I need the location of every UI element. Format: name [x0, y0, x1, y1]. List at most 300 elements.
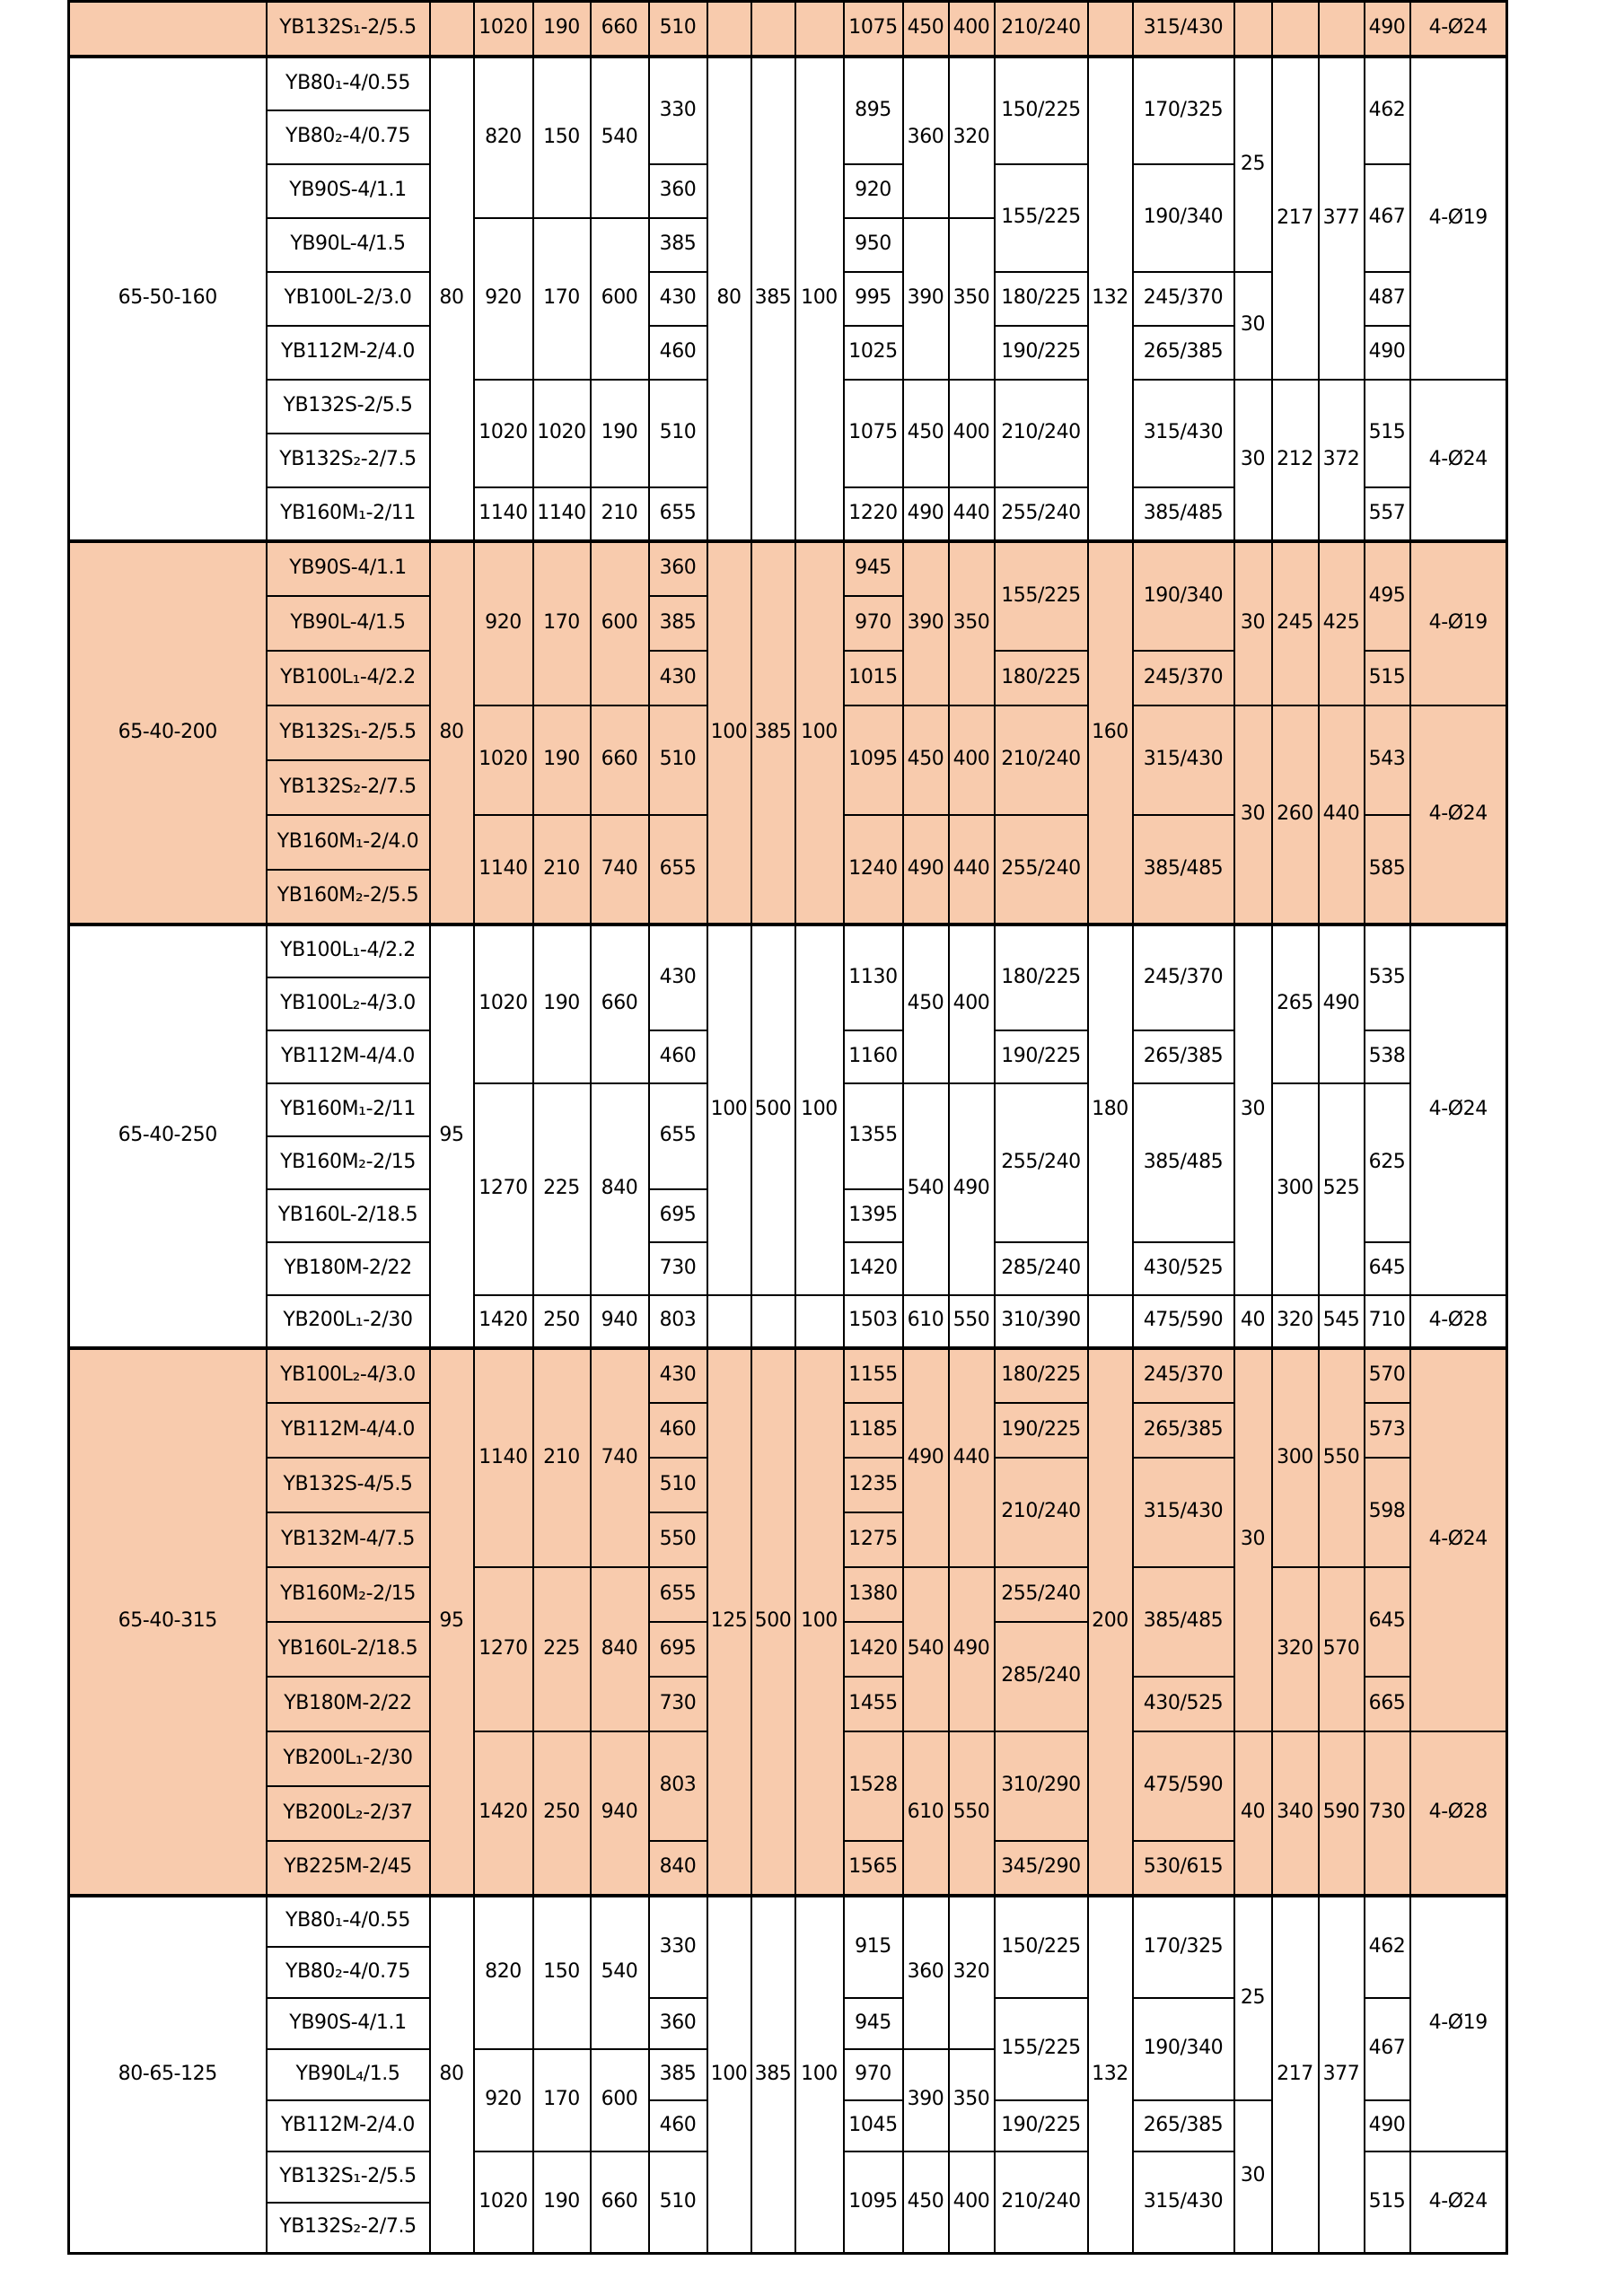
pump-model-cell: 65-40-315: [69, 1348, 267, 1896]
dim-c-cell: 660: [591, 2151, 649, 2254]
dim-d-cell: 510: [649, 2151, 707, 2254]
dim-m-cell: 385/485: [1133, 487, 1234, 541]
dim-a-cell: 920: [474, 2049, 533, 2151]
dim-a-cell: 820: [474, 1896, 533, 2049]
dim-k-cell: 310/390: [995, 1295, 1088, 1348]
dim-h-cell: 1130: [844, 925, 903, 1030]
dim-m-cell: 315/430: [1133, 1458, 1234, 1567]
dim-n-cell: 25: [1234, 57, 1272, 272]
dim-g-cell: 100: [795, 1348, 844, 1896]
motor-model-cell: YB90L-4/1.5: [267, 596, 430, 651]
dim-d-cell: 655: [649, 1567, 707, 1622]
dim-d-cell: 460: [649, 1030, 707, 1083]
motor-model-cell: YB180M-2/22: [267, 1677, 430, 1731]
dim-b-cell: 250: [533, 1295, 591, 1348]
dim-r-cell: 4-Ø24: [1410, 380, 1507, 541]
dim-d-cell: 460: [649, 2100, 707, 2151]
dim-n-cell: 40: [1234, 1731, 1272, 1896]
dim-a-cell: 1270: [474, 1083, 533, 1295]
dim-k-cell: 180/225: [995, 651, 1088, 705]
dim-h-cell: 1565: [844, 1841, 903, 1896]
dim-p-cell: 490: [1319, 925, 1365, 1083]
dim-o-cell: 217: [1272, 1896, 1319, 2254]
table-body: [69, 2, 1507, 2254]
motor-model-cell: YB112M-4/4.0: [267, 1030, 430, 1083]
table-row: [69, 1295, 1507, 1348]
dim-l-cell: [1088, 2, 1133, 57]
dim-k-cell: 255/240: [995, 1567, 1088, 1622]
dim-h-cell: 1015: [844, 651, 903, 705]
dim-q-cell: 467: [1365, 164, 1410, 272]
dim-p-cell: 440: [1319, 705, 1365, 925]
dim-j-cell: 320: [949, 1896, 995, 2049]
table-row: [69, 925, 1507, 977]
dim-h-cell: 1275: [844, 1512, 903, 1567]
dim-j-cell: 400: [949, 925, 995, 1083]
motor-model-cell: YB90S-4/1.1: [267, 164, 430, 218]
dim-d-cell: 695: [649, 1189, 707, 1242]
pump-model-cell: 65-40-200: [69, 541, 267, 925]
dim-o-cell: 320: [1272, 1295, 1319, 1348]
dim-i-cell: 450: [903, 2151, 949, 2254]
dim-c-cell: 740: [591, 1348, 649, 1567]
dim-c-cell: 210: [591, 487, 649, 541]
dim-k-cell: 190/225: [995, 1030, 1088, 1083]
dim-j-cell: 550: [949, 1295, 995, 1348]
dim-q-cell: 467: [1365, 1998, 1410, 2100]
dim-e-cell: 100: [707, 925, 751, 1295]
dim-i-cell: 390: [903, 2049, 949, 2151]
dim-k-cell: 190/225: [995, 326, 1088, 380]
dim-p-cell: 525: [1319, 1083, 1365, 1295]
dim-b-cell: 250: [533, 1731, 591, 1896]
dim-frame-cell: 95: [430, 1348, 474, 1896]
dim-c-cell: 840: [591, 1083, 649, 1295]
dim-j-cell: 320: [949, 57, 995, 218]
dim-l-cell: 200: [1088, 1348, 1133, 1896]
motor-model-cell: YB200L₂-2/37: [267, 1786, 430, 1841]
dim-c-cell: 540: [591, 1896, 649, 2049]
motor-model-cell: YB160M₁-2/4.0: [267, 815, 430, 870]
motor-model-cell: YB80₁-4/0.55: [267, 57, 430, 110]
dim-c-cell: 660: [591, 2, 649, 57]
motor-model-cell: YB90L-4/1.5: [267, 218, 430, 272]
pump-model-cell: 65-50-160: [69, 57, 267, 541]
dim-a-cell: 1420: [474, 1295, 533, 1348]
dim-frame-cell: 95: [430, 925, 474, 1348]
dim-c-cell: 190: [591, 380, 649, 487]
dim-q-cell: 573: [1365, 1403, 1410, 1458]
dim-m-cell: 385/485: [1133, 1567, 1234, 1677]
dim-j-cell: 350: [949, 218, 995, 380]
dim-m-cell: 245/370: [1133, 1348, 1234, 1403]
dim-b-cell: 210: [533, 815, 591, 925]
dim-q-cell: 645: [1365, 1242, 1410, 1295]
dim-h-cell: 995: [844, 272, 903, 326]
dim-d-cell: 803: [649, 1295, 707, 1348]
dim-e-cell: 100: [707, 1896, 751, 2254]
dim-f-cell: 500: [751, 1348, 795, 1896]
motor-model-cell: YB132S₂-2/7.5: [267, 2203, 430, 2254]
dim-j-cell: 440: [949, 1348, 995, 1567]
dim-c-cell: 600: [591, 218, 649, 380]
dim-b-cell: 1140: [533, 487, 591, 541]
dim-j-cell: 400: [949, 705, 995, 815]
dim-i-cell: 390: [903, 541, 949, 705]
dim-d-cell: 460: [649, 1403, 707, 1458]
dim-q-cell: 515: [1365, 2151, 1410, 2254]
dim-d-cell: 655: [649, 1083, 707, 1189]
dim-d-cell: 730: [649, 1677, 707, 1731]
dim-k-cell: 210/240: [995, 2151, 1088, 2254]
dim-c-cell: 940: [591, 1731, 649, 1896]
dim-g-cell: 100: [795, 925, 844, 1295]
dim-k-cell: 155/225: [995, 1998, 1088, 2100]
dim-c-cell: 660: [591, 705, 649, 815]
dim-h-cell: 1380: [844, 1567, 903, 1622]
dim-d-cell: 385: [649, 2049, 707, 2100]
dim-i-cell: 450: [903, 2, 949, 57]
dim-j-cell: 490: [949, 1567, 995, 1731]
dim-l-cell: 132: [1088, 57, 1133, 541]
dim-q-cell: 557: [1365, 487, 1410, 541]
dim-b-cell: 170: [533, 2049, 591, 2151]
dim-k-cell: 155/225: [995, 541, 1088, 651]
dim-n-cell: 30: [1234, 541, 1272, 705]
dim-m-cell: 430/525: [1133, 1242, 1234, 1295]
dim-r-cell: 4-Ø28: [1410, 1731, 1507, 1896]
dim-n-cell: 30: [1234, 1348, 1272, 1731]
dim-r-cell: 4-Ø24: [1410, 705, 1507, 925]
dim-d-cell: 360: [649, 164, 707, 218]
dim-r-cell: 4-Ø24: [1410, 925, 1507, 1295]
dim-b-cell: 190: [533, 705, 591, 815]
dim-b-cell: 170: [533, 218, 591, 380]
dim-c-cell: 940: [591, 1295, 649, 1348]
dim-i-cell: 490: [903, 815, 949, 925]
dim-r-cell: 4-Ø19: [1410, 541, 1507, 705]
dim-c-cell: 840: [591, 1567, 649, 1731]
dim-h-cell: 920: [844, 164, 903, 218]
motor-model-cell: YB132S₁-2/5.5: [267, 2151, 430, 2203]
dim-h-cell: 1420: [844, 1242, 903, 1295]
dim-o-cell: 340: [1272, 1731, 1319, 1896]
dim-i-cell: 450: [903, 705, 949, 815]
motor-model-cell: YB132M-4/7.5: [267, 1512, 430, 1567]
motor-model-cell: YB160M₂-2/15: [267, 1567, 430, 1622]
dim-m-cell: 265/385: [1133, 326, 1234, 380]
dim-o-cell: 300: [1272, 1348, 1319, 1567]
dim-k-cell: 310/290: [995, 1731, 1088, 1841]
dim-o-cell: 245: [1272, 541, 1319, 705]
dim-k-cell: 190/225: [995, 1403, 1088, 1458]
dim-h-cell: 970: [844, 596, 903, 651]
dim-k-cell: 255/240: [995, 487, 1088, 541]
dim-l-cell: 132: [1088, 1896, 1133, 2254]
dim-b-cell: 190: [533, 2151, 591, 2254]
dim-d-cell: 730: [649, 1242, 707, 1295]
motor-model-cell: YB90S-4/1.1: [267, 541, 430, 596]
dim-frame-cell: 80: [430, 57, 474, 541]
motor-model-cell: YB200L₁-2/30: [267, 1295, 430, 1348]
dim-d-cell: 430: [649, 651, 707, 705]
dim-m-cell: 245/370: [1133, 925, 1234, 1030]
dim-b-cell: 190: [533, 925, 591, 1083]
dim-k-cell: 255/240: [995, 815, 1088, 925]
motor-model-cell: YB90S-4/1.1: [267, 1998, 430, 2049]
dim-q-cell: 462: [1365, 57, 1410, 164]
dim-m-cell: 190/340: [1133, 1998, 1234, 2100]
dim-k-cell: 180/225: [995, 925, 1088, 1030]
dim-m-cell: 315/430: [1133, 380, 1234, 487]
dim-a-cell: 1140: [474, 815, 533, 925]
dim-l-cell: 160: [1088, 541, 1133, 925]
dim-d-cell: 695: [649, 1622, 707, 1677]
dim-n-cell: 30: [1234, 2100, 1272, 2254]
dim-c-cell: 740: [591, 815, 649, 925]
dim-d-cell: 510: [649, 2, 707, 57]
dim-d-cell: 360: [649, 1998, 707, 2049]
table-row: [69, 2, 1507, 57]
dim-i-cell: 360: [903, 57, 949, 218]
dim-f-cell: 385: [751, 57, 795, 541]
dim-c-cell: 540: [591, 57, 649, 218]
dim-p-cell: 590: [1319, 1731, 1365, 1896]
dim-g-cell: 100: [795, 1896, 844, 2254]
dim-f-cell: 385: [751, 541, 795, 925]
dim-h-cell: 1503: [844, 1295, 903, 1348]
dim-j-cell: 400: [949, 2151, 995, 2254]
dim-q-cell: 535: [1365, 925, 1410, 1030]
dim-n-cell: [1234, 2, 1272, 57]
dim-r-cell: 4-Ø24: [1410, 1348, 1507, 1731]
motor-model-cell: YB100L₂-4/3.0: [267, 1348, 430, 1403]
pump-model-cell: 80-65-125: [69, 1896, 267, 2254]
dim-j-cell: 350: [949, 541, 995, 705]
dim-l-cell: [1088, 1295, 1133, 1348]
dim-m-cell: 530/615: [1133, 1841, 1234, 1896]
dim-q-cell: 730: [1365, 1731, 1410, 1896]
dim-frame-cell: 80: [430, 541, 474, 925]
pump-model-cell: 65-40-250: [69, 925, 267, 1348]
motor-model-cell: YB200L₁-2/30: [267, 1731, 430, 1786]
dim-o-cell: 212: [1272, 380, 1319, 541]
dim-h-cell: 1185: [844, 1403, 903, 1458]
dim-a-cell: 1020: [474, 925, 533, 1083]
dim-n-cell: 30: [1234, 925, 1272, 1295]
motor-model-cell: YB112M-2/4.0: [267, 2100, 430, 2151]
dim-h-cell: 1095: [844, 2151, 903, 2254]
dim-p-cell: 377: [1319, 1896, 1365, 2254]
dim-j-cell: 440: [949, 487, 995, 541]
motor-model-cell: YB160M₂-2/15: [267, 1136, 430, 1189]
dim-d-cell: 430: [649, 1348, 707, 1403]
dim-o-cell: 300: [1272, 1083, 1319, 1295]
dim-a-cell: 1020: [474, 380, 533, 487]
dim-m-cell: 265/385: [1133, 2100, 1234, 2151]
dim-i-cell: 610: [903, 1295, 949, 1348]
dim-m-cell: 245/370: [1133, 272, 1234, 326]
dim-p-cell: 377: [1319, 57, 1365, 380]
dim-k-cell: 210/240: [995, 2, 1088, 57]
dim-m-cell: 265/385: [1133, 1030, 1234, 1083]
dim-l-cell: 180: [1088, 925, 1133, 1295]
dim-k-cell: 190/225: [995, 2100, 1088, 2151]
dim-i-cell: 490: [903, 487, 949, 541]
motor-model-cell: YB132S₁-2/5.5: [267, 705, 430, 760]
dim-q-cell: 538: [1365, 1030, 1410, 1083]
dim-d-cell: 385: [649, 218, 707, 272]
dim-m-cell: 190/340: [1133, 541, 1234, 651]
dim-p-cell: 570: [1319, 1567, 1365, 1731]
dim-j-cell: 490: [949, 1083, 995, 1295]
table-row: [69, 1896, 1507, 1947]
dim-o-cell: 265: [1272, 925, 1319, 1083]
dim-h-cell: 1075: [844, 380, 903, 487]
pump-model-cell: [69, 2, 267, 57]
dim-i-cell: 390: [903, 218, 949, 380]
dim-h-cell: 1160: [844, 1030, 903, 1083]
dim-a-cell: 1020: [474, 705, 533, 815]
dim-h-cell: 1355: [844, 1083, 903, 1189]
dim-h-cell: 1095: [844, 705, 903, 815]
motor-model-cell: YB100L₁-4/2.2: [267, 925, 430, 977]
dim-h-cell: 1220: [844, 487, 903, 541]
table-row: [69, 541, 1507, 596]
dim-frame-cell: 80: [430, 1896, 474, 2254]
dim-d-cell: 430: [649, 272, 707, 326]
dim-i-cell: 540: [903, 1083, 949, 1295]
dim-d-cell: 655: [649, 487, 707, 541]
dim-h-cell: 970: [844, 2049, 903, 2100]
dim-p-cell: [1319, 2, 1365, 57]
dim-o-cell: 320: [1272, 1567, 1319, 1731]
dim-h-cell: 1235: [844, 1458, 903, 1512]
dim-i-cell: 540: [903, 1567, 949, 1731]
dim-m-cell: 430/525: [1133, 1677, 1234, 1731]
dim-h-cell: 945: [844, 541, 903, 596]
dim-q-cell: 495: [1365, 541, 1410, 651]
dim-d-cell: 330: [649, 57, 707, 164]
dim-n-cell: 40: [1234, 1295, 1272, 1348]
motor-model-cell: YB132S₂-2/7.5: [267, 434, 430, 487]
table-row: [69, 1348, 1507, 1403]
dim-m-cell: 170/325: [1133, 57, 1234, 164]
dim-q-cell: 543: [1365, 705, 1410, 815]
dim-r-cell: 4-Ø19: [1410, 1896, 1507, 2151]
dim-r-cell: 4-Ø28: [1410, 1295, 1507, 1348]
dim-a-cell: 1020: [474, 2, 533, 57]
dim-m-cell: 170/325: [1133, 1896, 1234, 1998]
dim-e-cell: 125: [707, 1348, 751, 1896]
dim-k-cell: 255/240: [995, 1083, 1088, 1242]
dim-q-cell: 462: [1365, 1896, 1410, 1998]
dim-k-cell: 210/240: [995, 705, 1088, 815]
dim-q-cell: 490: [1365, 2100, 1410, 2151]
dim-d-cell: 385: [649, 596, 707, 651]
dim-m-cell: 385/485: [1133, 1083, 1234, 1242]
dim-k-cell: 155/225: [995, 164, 1088, 272]
motor-model-cell: YB90L₄/1.5: [267, 2049, 430, 2100]
motor-model-cell: YB180M-2/22: [267, 1242, 430, 1295]
dim-c-cell: 660: [591, 925, 649, 1083]
dim-g-cell: [795, 2, 844, 57]
dim-m-cell: 265/385: [1133, 1403, 1234, 1458]
dim-d-cell: 510: [649, 705, 707, 815]
motor-model-cell: YB160L-2/18.5: [267, 1622, 430, 1677]
motor-model-cell: YB160M₂-2/5.5: [267, 870, 430, 925]
dim-h-cell: 1045: [844, 2100, 903, 2151]
dim-a-cell: 1020: [474, 2151, 533, 2254]
dim-q-cell: 585: [1365, 815, 1410, 925]
dim-d-cell: 510: [649, 380, 707, 487]
dim-a-cell: 920: [474, 541, 533, 705]
motor-model-cell: YB100L₂-4/3.0: [267, 977, 430, 1030]
motor-model-cell: YB100L-2/3.0: [267, 272, 430, 326]
dim-b-cell: 190: [533, 2, 591, 57]
dim-i-cell: 610: [903, 1731, 949, 1896]
pump-motor-dimension-table: [67, 0, 1508, 2255]
dim-k-cell: 150/225: [995, 57, 1088, 164]
dim-e-cell: [707, 2, 751, 57]
motor-model-cell: YB132S-4/5.5: [267, 1458, 430, 1512]
dim-f-cell: [751, 1295, 795, 1348]
dim-h-cell: 1240: [844, 815, 903, 925]
dim-q-cell: 598: [1365, 1458, 1410, 1567]
motor-model-cell: YB225M-2/45: [267, 1841, 430, 1896]
dim-b-cell: 225: [533, 1567, 591, 1731]
dim-e-cell: 80: [707, 57, 751, 541]
dim-d-cell: 840: [649, 1841, 707, 1896]
dim-j-cell: 400: [949, 2, 995, 57]
dim-p-cell: 550: [1319, 1348, 1365, 1567]
dim-q-cell: 710: [1365, 1295, 1410, 1348]
dim-b-cell: 170: [533, 541, 591, 705]
dim-j-cell: 440: [949, 815, 995, 925]
dim-q-cell: 625: [1365, 1083, 1410, 1242]
motor-model-cell: YB160M₁-2/11: [267, 487, 430, 541]
dim-b-cell: 150: [533, 57, 591, 218]
dim-n-cell: 30: [1234, 272, 1272, 380]
dim-n-cell: 30: [1234, 380, 1272, 541]
dim-a-cell: 820: [474, 57, 533, 218]
dim-i-cell: 450: [903, 925, 949, 1083]
dim-f-cell: 385: [751, 1896, 795, 2254]
dim-m-cell: 475/590: [1133, 1295, 1234, 1348]
dim-q-cell: 490: [1365, 326, 1410, 380]
dim-k-cell: 150/225: [995, 1896, 1088, 1998]
dim-h-cell: 1155: [844, 1348, 903, 1403]
dim-m-cell: 245/370: [1133, 651, 1234, 705]
motor-model-cell: YB80₂-4/0.75: [267, 110, 430, 164]
dim-j-cell: 350: [949, 2049, 995, 2151]
dim-k-cell: 345/290: [995, 1841, 1088, 1896]
dim-q-cell: 645: [1365, 1567, 1410, 1677]
dim-h-cell: 1075: [844, 2, 903, 57]
dim-q-cell: 570: [1365, 1348, 1410, 1403]
motor-model-cell: YB80₁-4/0.55: [267, 1896, 430, 1947]
table-row: [69, 57, 1507, 110]
dim-d-cell: 360: [649, 541, 707, 596]
dim-h-cell: 915: [844, 1896, 903, 1998]
dim-h-cell: 895: [844, 57, 903, 164]
dim-h-cell: 1528: [844, 1731, 903, 1841]
dim-i-cell: 450: [903, 380, 949, 487]
dim-a-cell: 1270: [474, 1567, 533, 1731]
motor-model-cell: YB132S₂-2/7.5: [267, 760, 430, 815]
dim-c-cell: 600: [591, 541, 649, 705]
dim-m-cell: 475/590: [1133, 1731, 1234, 1841]
